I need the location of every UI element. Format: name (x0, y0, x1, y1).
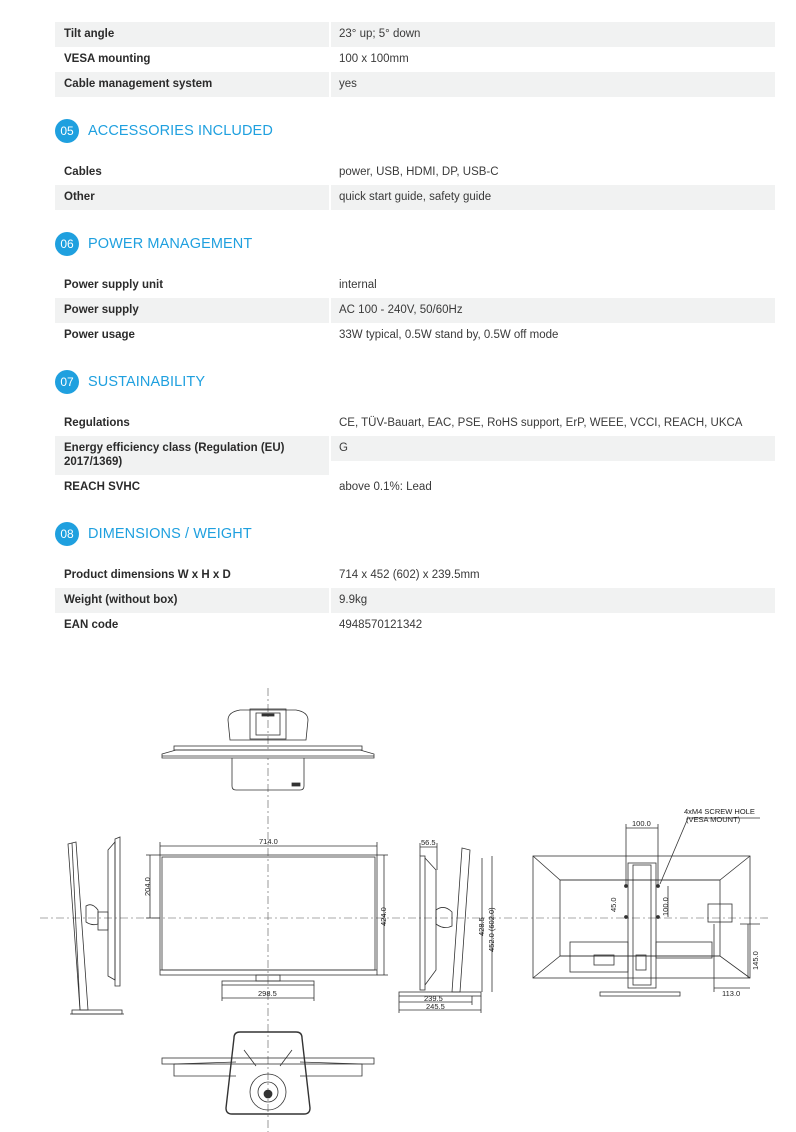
spec-value: internal (339, 279, 377, 291)
spec-value: AC 100 - 240V, 50/60Hz (331, 298, 775, 323)
spec-label: EAN code (64, 619, 119, 631)
spec-row-power-usage (55, 323, 775, 348)
side-view-left (68, 837, 124, 1014)
spec-value: yes (331, 72, 775, 97)
spec-label: Cable management system (55, 72, 329, 97)
spec-label: Power usage (64, 329, 135, 341)
screw-hole-note-line2: (VESA MOUNT) (686, 815, 741, 824)
dimensions-table (55, 563, 775, 638)
section-number-badge: 08 (55, 522, 79, 546)
dim-rear-vesa-height: 100.0 (661, 897, 670, 916)
spec-row-power-supply (55, 298, 775, 323)
dim-rear-vesa-offset: 45.0 (609, 897, 618, 912)
front-view (146, 842, 388, 1001)
spec-label: Other (55, 185, 329, 210)
section-title: DIMENSIONS / WEIGHT (88, 526, 252, 542)
spec-label: VESA mounting (64, 53, 151, 65)
spec-value: 9.9kg (331, 588, 775, 613)
spec-value: quick start guide, safety guide (331, 185, 775, 210)
dim-rear-vesa-width: 100.0 (632, 819, 651, 828)
section-number-badge: 07 (55, 370, 79, 394)
spec-value: 100 x 100mm (339, 53, 409, 65)
section-heading-dimensions-weight (55, 522, 252, 546)
spec-row-power-supply-unit (55, 273, 775, 298)
rear-view (533, 818, 760, 996)
dim-front-base-width: 298.5 (258, 989, 277, 998)
spec-row-ean-code (55, 613, 775, 638)
accessories-table (55, 160, 775, 210)
spec-row-product-dimensions (55, 563, 775, 588)
section-title: POWER MANAGEMENT (88, 236, 253, 252)
spec-value (331, 436, 775, 475)
spec-label: Cables (64, 166, 102, 178)
section-heading-sustainability (55, 370, 205, 394)
dim-side-height-min: 428.5 (477, 917, 486, 936)
spec-value: CE, TÜV-Bauart, EAC, PSE, RoHS support, ErP, WEEE, VCCI, REACH, UKCA (339, 417, 743, 429)
dim-front-width: 714.0 (259, 837, 278, 846)
dim-side-base-depth-2: 245.5 (426, 1002, 445, 1011)
spec-label: Tilt angle (55, 22, 329, 47)
spec-row-reach-svhc (55, 475, 775, 500)
dim-rear-right-width: 113.0 (722, 989, 741, 998)
dim-rear-right-height: 145.0 (751, 951, 760, 970)
spec-row-tilt-angle (55, 22, 775, 47)
section-title: SUSTAINABILITY (88, 374, 206, 390)
spec-row-regulations (55, 411, 775, 436)
spec-row-other (55, 185, 775, 210)
spec-label: Power supply unit (64, 279, 164, 291)
technical-drawing (0, 680, 796, 1132)
power-table (55, 273, 775, 348)
dim-side-base-depth-1: 239.5 (424, 994, 443, 1003)
spec-value-text: G (331, 436, 775, 461)
dim-front-center-height: 204.0 (143, 877, 152, 896)
section-number-badge: 06 (55, 232, 79, 256)
section-heading-accessories (55, 119, 273, 143)
spec-value: 714 x 452 (602) x 239.5mm (339, 569, 480, 581)
section-heading-power-management (55, 232, 252, 256)
spec-row-energy-efficiency (55, 436, 775, 475)
spec-value: 33W typical, 0.5W stand by, 0.5W off mode (339, 329, 559, 341)
spec-label: Energy efficiency class (Regulation (EU) 2017/1369) (55, 436, 329, 475)
screw-hole-note-line1: 4xM4 SCREW HOLE (684, 807, 755, 816)
section-title: ACCESSORIES INCLUDED (88, 123, 273, 139)
spec-value: above 0.1%: Lead (339, 481, 432, 493)
spec-label: Power supply (55, 298, 329, 323)
spec-value: 4948570121342 (339, 619, 423, 631)
sustainability-table (55, 411, 775, 500)
ergonomics-table (55, 22, 775, 97)
spec-row-vesa-mounting (55, 47, 775, 72)
spec-label: Regulations (64, 417, 130, 429)
spec-label: Product dimensions W x H x D (64, 569, 231, 581)
section-number-badge: 05 (55, 119, 79, 143)
spec-label: Weight (without box) (55, 588, 329, 613)
dim-front-panel-height: 424.0 (379, 907, 388, 926)
spec-row-cables (55, 160, 775, 185)
spec-value: 23° up; 5° down (331, 22, 775, 47)
spec-label: REACH SVHC (64, 481, 141, 493)
spec-row-weight (55, 588, 775, 613)
spec-row-cable-management (55, 72, 775, 97)
dim-side-top-depth: 56.5 (421, 838, 436, 847)
dim-side-height-max: 452.0 (602.0) (487, 907, 496, 952)
spec-value: power, USB, HDMI, DP, USB-C (339, 166, 499, 178)
